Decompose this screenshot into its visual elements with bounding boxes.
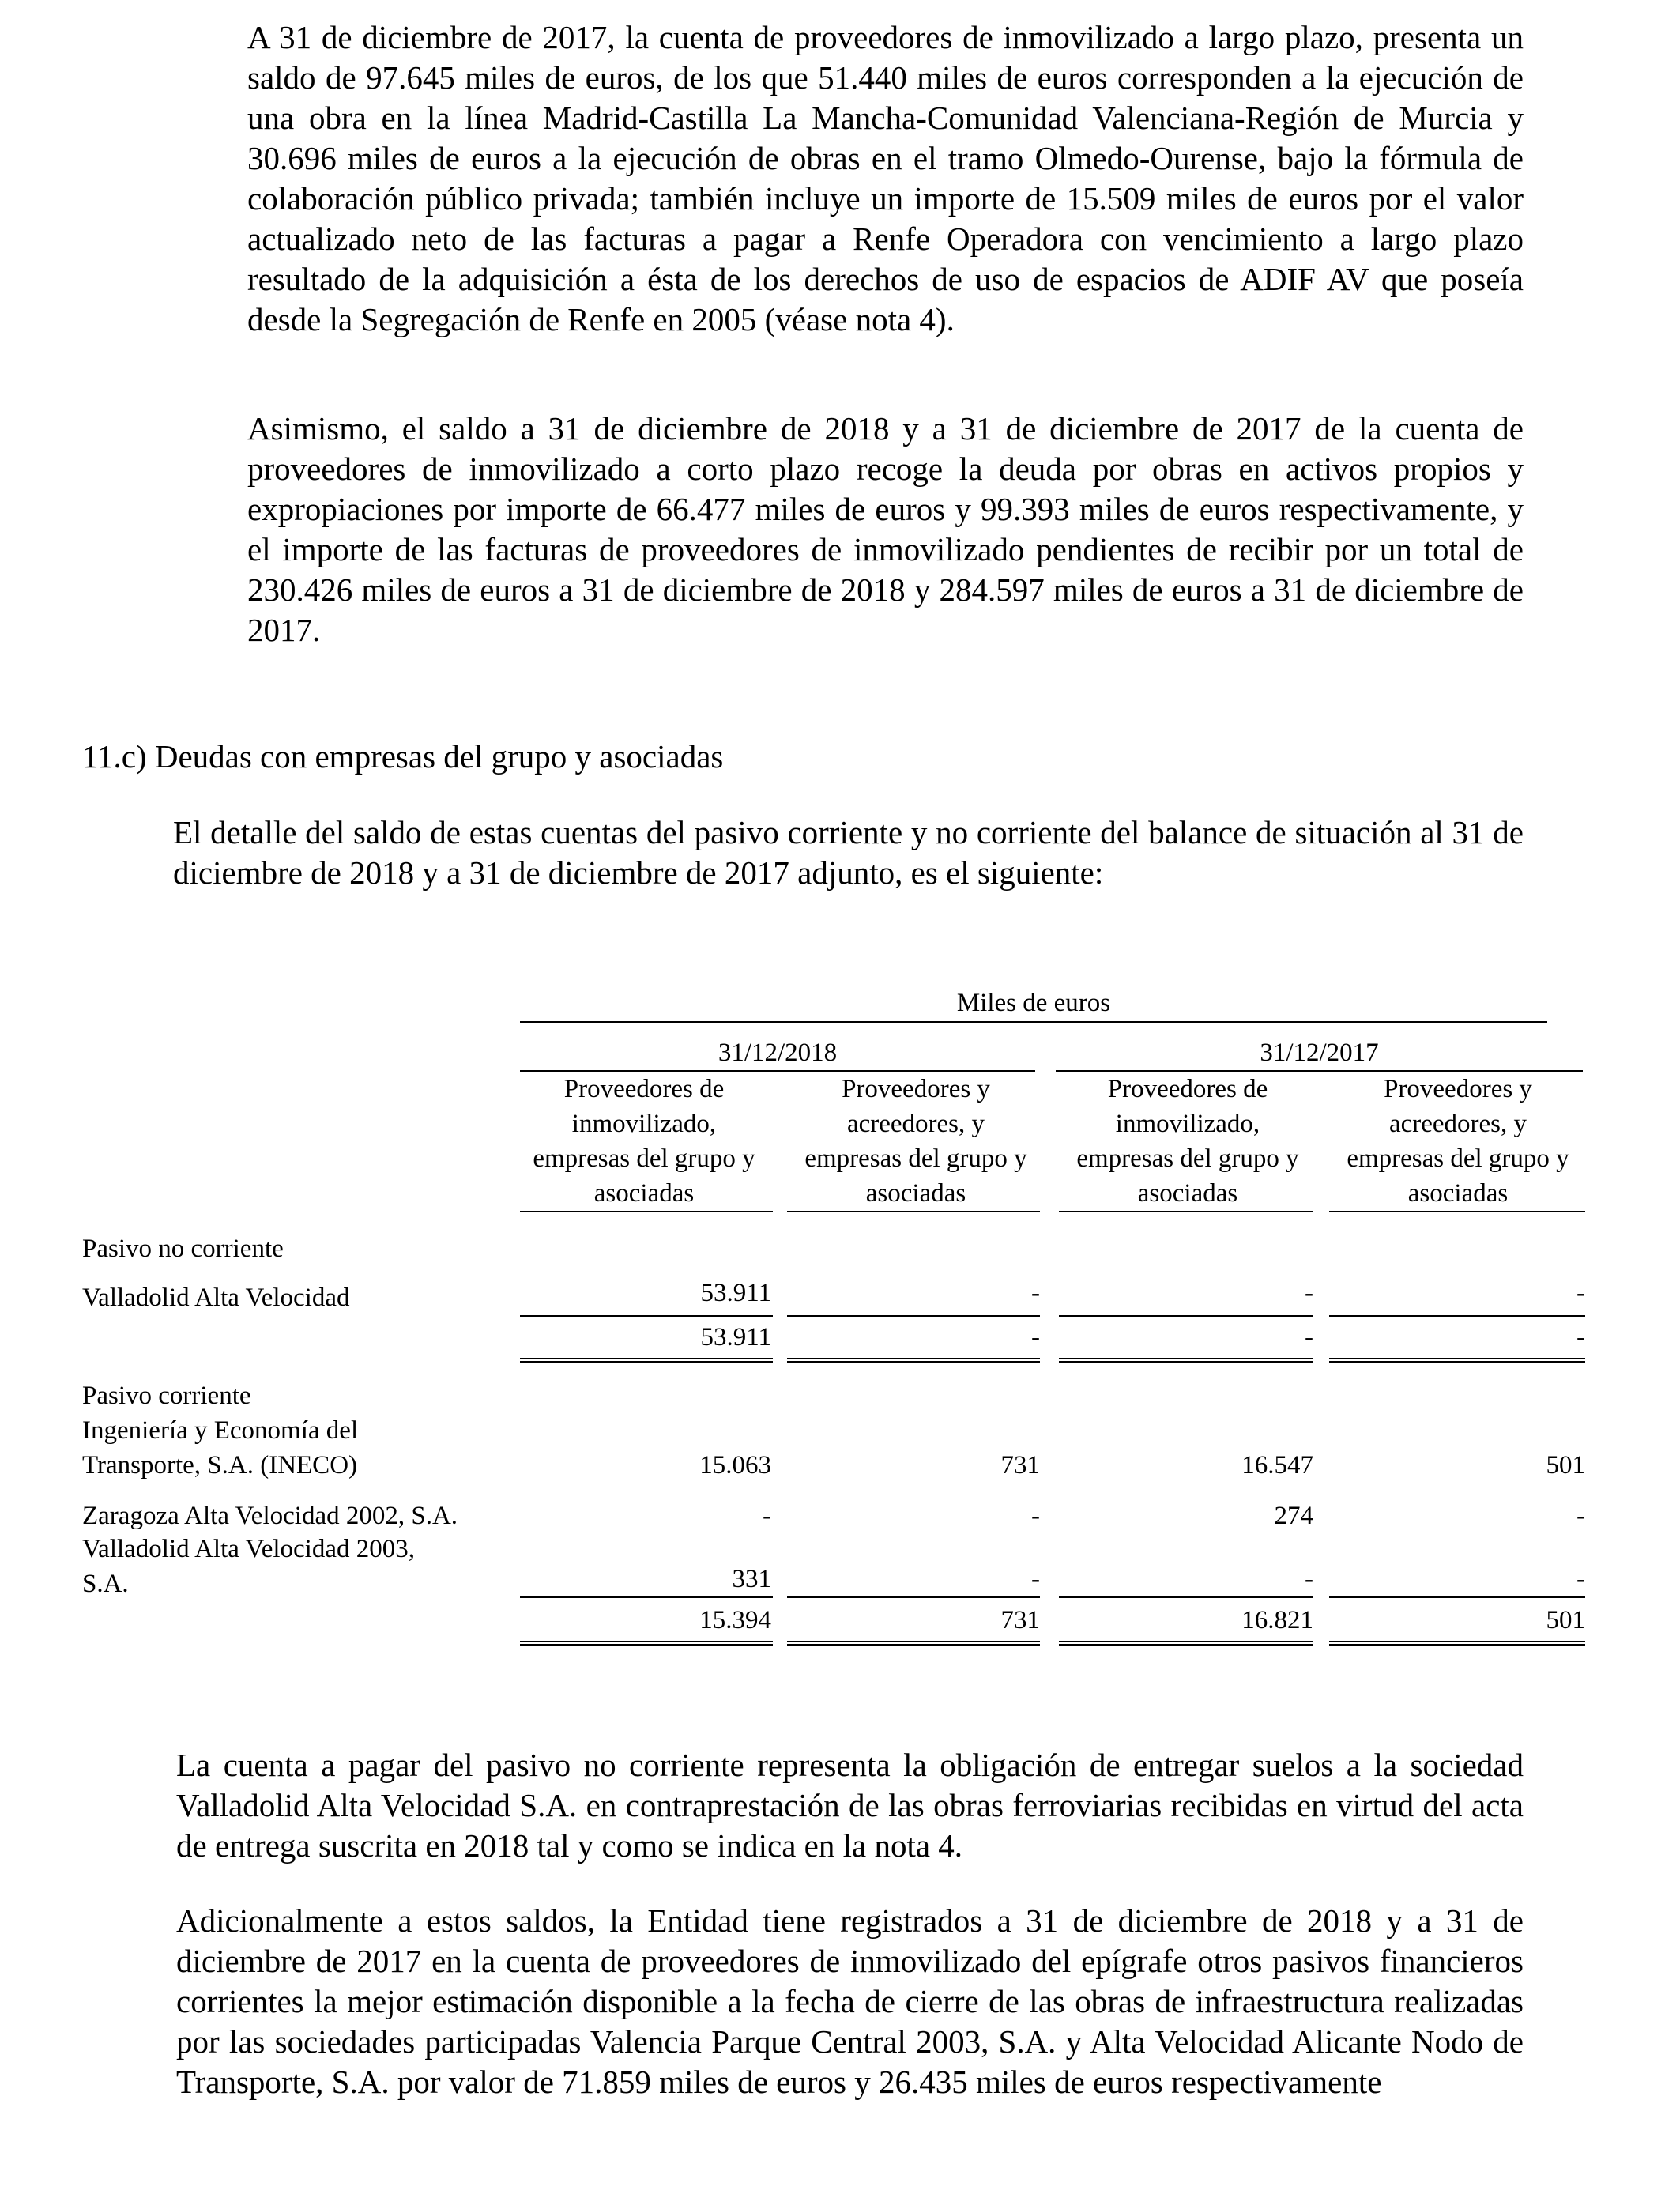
subtotal-rule: [520, 1315, 773, 1317]
total-value: -: [1031, 1323, 1040, 1351]
total-double-rule: [1329, 1641, 1585, 1646]
section-heading: 11.c) Deudas con empresas del grupo y asociadas: [82, 738, 724, 775]
cell-value: -: [1576, 1565, 1585, 1593]
row-label: Ingeniería y Economía del Transporte, S.A. (INECO): [82, 1416, 359, 1480]
subtotal-rule: [787, 1596, 1040, 1598]
total-double-rule: [787, 1358, 1040, 1363]
date-header-2018: 31/12/2018: [718, 1039, 838, 1067]
total-value: -: [1305, 1323, 1313, 1351]
cell-value: 16.547: [1241, 1451, 1313, 1480]
cell-value: 15.063: [699, 1451, 771, 1480]
total-value: 53.911: [700, 1323, 771, 1351]
subtotal-rule: [520, 1596, 773, 1598]
total-double-rule: [1329, 1358, 1585, 1363]
subtotal-rule: [1059, 1315, 1313, 1317]
cell-value: 501: [1546, 1451, 1585, 1480]
cell-value: -: [1031, 1279, 1040, 1307]
total-double-rule: [520, 1358, 773, 1363]
cell-value: 331: [732, 1565, 771, 1593]
cell-value: 274: [1274, 1502, 1313, 1530]
paragraph-long-term-suppliers: A 31 de diciembre de 2017, la cuenta de proveedores de inmovilizado a largo plazo, presenta un saldo de 97.645 miles de euros, de los que 51.440 miles de euros corresponden a la ejecución de una obra en la línea Madrid-Castilla La Mancha-Comunidad Valenciana-Región de Murcia y 30.696 miles de euros a la ejecución de obras en el tramo Olmedo-Ourense, bajo la fórmula de colaboración público privada; también incluye un importe de 15.509 miles de euros por el valor actualizado neto de las facturas a pagar a Renfe Operadora con vencimiento a largo plazo resultado de la adquisición a ésta de los derechos de uso de espacios de ADIF AV que poseía desde la Segregación de Renfe en 2005 (véase nota 4).: [247, 19, 1524, 337]
col-header-2: Proveedores y acreedores, y empresas del grupo y asociadas: [804, 1075, 1027, 1208]
col-header-rule: [787, 1211, 1040, 1212]
col-header-4: Proveedores y acreedores, y empresas del grupo y asociadas: [1347, 1075, 1569, 1208]
table-unit-header: Miles de euros: [956, 989, 1111, 1017]
paragraph-additional-balances: Adicionalmente a estos saldos, la Entidad tiene registrados a 31 de diciembre de 2018 y a 31 de diciembre de 2017 en la cuenta de proveedores de inmovilizado del epígrafe otros pasivos financieros corrientes la mejor estimación disponible a la fecha de cierre de las obras de infraestructura realizadas por las sociedades participadas Valencia Parque Central 2003, S.A. y Alta Velocidad Alicante Nodo de Transporte, S.A. por valor de 71.859 miles de euros y 26.435 miles de euros respectivamente: [176, 1902, 1524, 2100]
total-value: 15.394: [699, 1606, 771, 1634]
cell-value: 53.911: [700, 1279, 771, 1307]
paragraph-short-term-suppliers: Asimismo, el saldo a 31 de diciembre de 2018 y a 31 de diciembre de 2017 de la cuenta de proveedores de inmovilizado a corto plazo recoge la deuda por obras en activos propios y expropiaciones por importe de 66.477 miles de euros y 99.393 miles de euros respectivamente, y el importe de las facturas de proveedores de inmovilizado pendientes de recibir por un total de 230.426 miles de euros a 31 de diciembre de 2018 y 284.597 miles de euros a 31 de diciembre de 2017.: [247, 410, 1524, 648]
row-label: Valladolid Alta Velocidad 2003, S.A.: [82, 1535, 415, 1598]
col-header-rule: [520, 1211, 773, 1212]
col-header-rule: [1329, 1211, 1585, 1212]
total-double-rule: [1059, 1358, 1313, 1363]
total-value: 731: [1000, 1606, 1040, 1634]
subtotal-rule: [787, 1315, 1040, 1317]
cell-value: -: [1305, 1565, 1313, 1593]
subtotal-rule: [1329, 1315, 1585, 1317]
row-label: Zaragoza Alta Velocidad 2002, S.A.: [82, 1502, 458, 1530]
date-header-2017: 31/12/2017: [1260, 1039, 1379, 1067]
total-value: 16.821: [1241, 1606, 1313, 1634]
col-header-rule: [1059, 1211, 1313, 1212]
section-label-current: Pasivo corriente: [82, 1382, 251, 1410]
section-label-non-current: Pasivo no corriente: [82, 1235, 284, 1263]
col-header-1: Proveedores de inmovilizado, empresas del grupo y asociadas: [533, 1075, 755, 1208]
cell-value: -: [1305, 1279, 1313, 1307]
cell-value: -: [1031, 1565, 1040, 1593]
cell-value: 731: [1000, 1451, 1040, 1480]
total-double-rule: [787, 1641, 1040, 1646]
row-label: Valladolid Alta Velocidad: [82, 1284, 350, 1312]
cell-value: -: [1031, 1502, 1040, 1530]
total-double-rule: [520, 1641, 773, 1646]
cell-value: -: [763, 1502, 771, 1530]
paragraph-non-current-explanation: La cuenta a pagar del pasivo no corriente representa la obligación de entregar suelos a la sociedad Valladolid Alta Velocidad S.A. en contraprestación de las obras ferroviarias recibidas en virtud del acta de entrega suscrita en 2018 tal y como se indica en la nota 4.: [176, 1747, 1524, 1864]
paragraph-table-intro: El detalle del saldo de estas cuentas del pasivo corriente y no corriente del balance de situación al 31 de diciembre de 2018 y a 31 de diciembre de 2017 adjunto, es el siguiente:: [173, 814, 1524, 891]
cell-value: -: [1576, 1502, 1585, 1530]
unit-rule: [520, 1021, 1547, 1023]
total-value: -: [1576, 1323, 1585, 1351]
subtotal-rule: [1059, 1596, 1313, 1598]
subtotal-rule: [1329, 1596, 1585, 1598]
total-value: 501: [1546, 1606, 1585, 1634]
total-double-rule: [1059, 1641, 1313, 1646]
col-header-3: Proveedores de inmovilizado, empresas del grupo y asociadas: [1076, 1075, 1299, 1208]
cell-value: -: [1576, 1279, 1585, 1307]
